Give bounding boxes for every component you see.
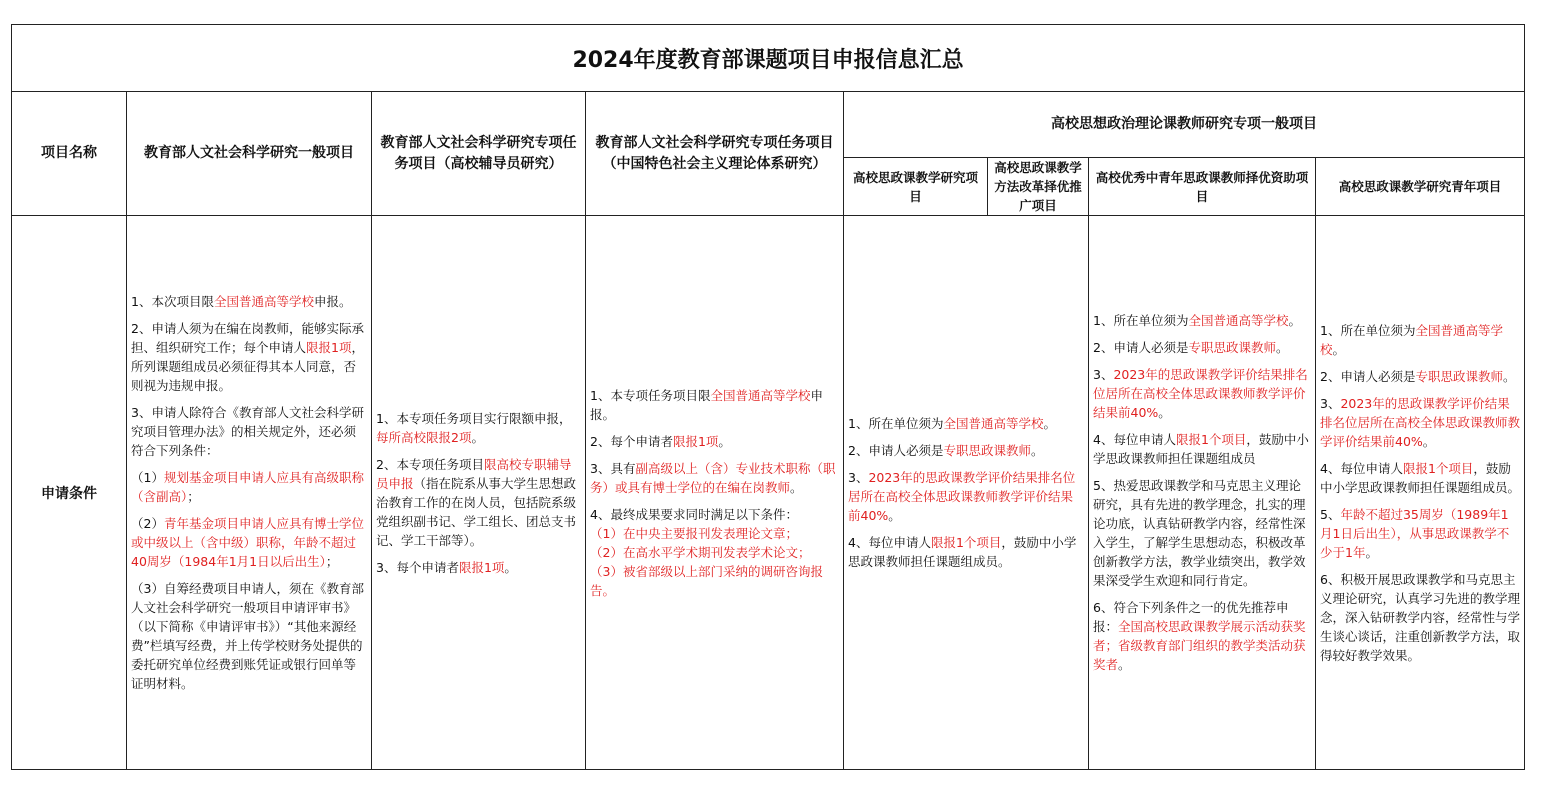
- condition-item: 2、申请人必须是专职思政课教师。: [848, 443, 1044, 458]
- condition-item: 2、申请人必须是专职思政课教师。: [1320, 368, 1516, 384]
- condition-item: 6、积极开展思政课教学和马克思主义理论研究，认真学习先进的教学理念，深入钻研教学内容，经常性与学生谈心谈话，注重创新教学方法，取得较好教学效果。: [1320, 571, 1521, 663]
- header-method-reform: 高校思政课教学方法改革择优推广项目: [988, 158, 1089, 216]
- header-counselor-project: 教育部人文社会科学研究专项任务项目（高校辅导员研究）: [372, 92, 586, 216]
- title-row: [12, 25, 1525, 92]
- condition-item: 2、每个申请者限报1项。: [590, 433, 731, 449]
- condition-item: 1、本次项目限全国普通高等学校申报。: [131, 294, 352, 309]
- condition-item: 2、申请人须为在编在岗教师，能够实际承担、组织研究工作；每个申请人限报1项，所列课题组成员必须征得其本人同意，否则视为违规申报。: [131, 321, 364, 393]
- condition-subitem: （3）被省部级以上部门采纳的调研咨询报告。: [590, 563, 823, 598]
- condition-item: 3、2023年的思政课教学评价结果排名位居所在高校全体思政课教师教学评价结果前40%。: [1093, 367, 1308, 420]
- summary-sheet: [11, 24, 1524, 770]
- condition-item: 1、所在单位须为全国普通高等学校。: [1093, 313, 1301, 328]
- conditions-young-teacher-funding: [1089, 216, 1316, 770]
- condition-item: 1、本专项任务项目实行限额申报，每所高校限报2项。: [376, 410, 572, 445]
- condition-item: 4、每位申请人限报1个项目，鼓励中小学思政课教师担任课题组成员。: [848, 535, 1077, 569]
- condition-item: 4、最终成果要求同时满足以下条件：: [590, 506, 798, 522]
- header-project-name: 项目名称: [12, 92, 127, 216]
- condition-item: 3、2023年的思政课教学评价结果排名位居所在高校全体思政课教师教学评价结果前40%。: [848, 470, 1076, 523]
- conditions-general-project: [127, 216, 372, 770]
- conditions-row: [12, 216, 1525, 770]
- condition-item: 1、所在单位须为全国普通高等学校。: [848, 416, 1056, 431]
- row-label-conditions: 申请条件: [12, 216, 127, 770]
- conditions-counselor-project: [372, 216, 586, 770]
- header-socialism-theory-project: 教育部人文社会科学研究专项任务项目（中国特色社会主义理论体系研究）: [586, 92, 844, 216]
- condition-item: 4、每位申请人限报1个项目，鼓励中小学思政课教师担任课题组成员。: [1320, 460, 1521, 495]
- conditions-youth-project: [1316, 216, 1525, 770]
- condition-subitem: （1）在中央主要报刊发表理论文章；: [590, 525, 798, 541]
- condition-item: 3、2023年的思政课教学评价结果排名位居所在高校全体思政课教师教学评价结果前40%。: [1320, 395, 1521, 449]
- header-teaching-research: 高校思政课教学研究项目: [844, 158, 988, 216]
- condition-item: （1）规划基金项目申请人应具有高级职称（含副高）；: [131, 470, 364, 504]
- condition-item: 3、申请人除符合《教育部人文社会科学研究项目管理办法》的相关规定外，还必须符合下列条件：: [131, 405, 364, 458]
- conditions-teaching-research: [844, 216, 1089, 770]
- condition-item: 1、本专项任务项目限全国普通高等学校申报。: [590, 387, 823, 422]
- condition-item: 6、符合下列条件之一的优先推荐申报：全国高校思政课教学展示活动获奖者；省级教育部门组织的教学类活动获奖者。: [1093, 600, 1306, 672]
- condition-item: 3、具有副高级以上（含）专业技术职称（职务）或具有博士学位的在编在岗教师。: [590, 460, 836, 495]
- header-ideology-teacher-group: 高校思想政治理论课教师研究专项一般项目: [844, 92, 1525, 158]
- header-youth-project: 高校思政课教学研究青年项目: [1316, 158, 1525, 216]
- condition-item: 2、本专项任务项目限高校专职辅导员申报（指在院系从事大学生思想政治教育工作的在岗人员，包括院系级党组织副书记、学工组长、团总支书记、学工干部等）。: [376, 456, 577, 548]
- condition-item: （2）青年基金项目申请人应具有博士学位或中级以上（含中级）职称，年龄不超过40周岁（1984年1月1日以后出生）；: [131, 516, 364, 569]
- condition-item: 3、每个申请者限报1项。: [376, 559, 517, 575]
- condition-item: 1、所在单位须为全国普通高等学校。: [1320, 322, 1503, 357]
- condition-item: （3）自筹经费项目申请人，须在《教育部人文社会科学研究一般项目申请评审书》（以下简称《申请评审书》）“其他来源经费”栏填写经费，并上传学校财务处提供的委托研究单位经费到账凭证或银行回单等证明材料。: [131, 581, 364, 691]
- header-row-1: [12, 92, 1525, 158]
- header-general-project: 教育部人文社会科学研究一般项目: [127, 92, 372, 216]
- condition-subitem: （2）在高水平学术期刊发表学术论文；: [590, 544, 811, 560]
- header-young-teacher-funding: 高校优秀中青年思政课教师择优资助项目: [1089, 158, 1316, 216]
- summary-table: [11, 24, 1525, 770]
- conditions-socialism-theory-project: [586, 216, 844, 770]
- page-title: 2024年度教育部课题项目申报信息汇总: [12, 25, 1525, 92]
- condition-item: 4、每位申请人限报1个项目，鼓励中小学思政课教师担任课题组成员: [1093, 432, 1309, 466]
- condition-item: 5、热爱思政课教学和马克思主义理论研究，具有先进的教学理念，扎实的理论功底，认真钻研教学内容，经常性深入学生，了解学生思想动态，积极改革创新教学方法，教学业绩突出，教学效果深受学生欢迎和同行肯定。: [1093, 478, 1306, 588]
- condition-item: 5、年龄不超过35周岁（1989年1月1日后出生），从事思政课教学不少于1年。: [1320, 506, 1510, 560]
- condition-item: 2、申请人必须是专职思政课教师。: [1093, 340, 1289, 355]
